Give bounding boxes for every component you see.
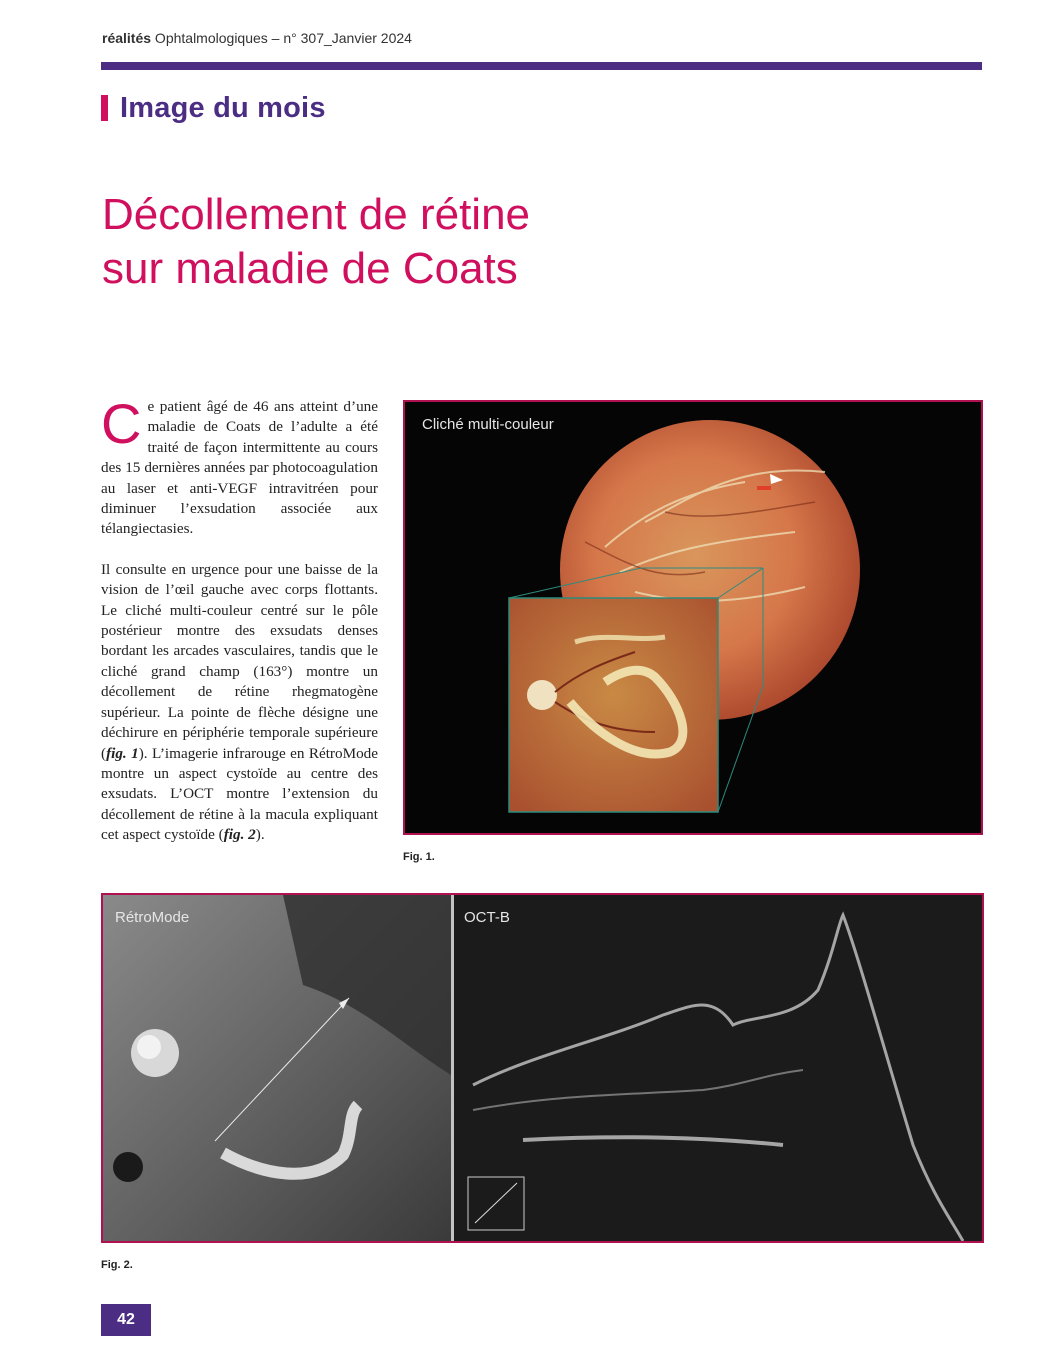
journal-brand: réalités [102,30,152,46]
paragraph-1-text: e patient âgé de 46 ans atteint d’une maladie de Coats de l’adulte a été traité de façon intermittente au cours des 15 dernières années par photocoagulation au laser et anti-VEGF intravitréen pour diminuer l’exsudation associée aux télangiectasies. [101,398,378,538]
figure-1-reference[interactable]: fig. 1 [106,744,139,762]
paragraph-2-text-a: Il consulte en urgence pour une baisse de la vision de l’œil gauche avec corps flottants. Le cliché multi-couleur centré sur le pôle postérieur montre des exsudats denses bordant les arcades vasculaires, tandis que le cliché grand champ (163°) montre un décollement de rétine rhegmatogène supérieur. La pointe de flèche désigne une déchirure en périphérie temporale supérieure ( [101,560,378,762]
fundus-image [405,402,981,833]
figure-2-reference[interactable]: fig. 2 [223,826,256,844]
section-title: Image du mois [120,91,326,124]
article-title-line-1: Décollement de rétine [102,190,531,239]
paragraph-1 [101,392,378,540]
header-rule [101,62,982,70]
retromode-label: RétroMode [115,909,190,926]
section-heading [101,90,326,126]
article-title-line-2: sur maladie de Coats [102,244,518,293]
paragraph-2-text-b: ). L’imagerie infrarouge en RétroMode montre un aspect cystoïde au centre des exsudats. L’OCT montre l’extension du décollement de rétine à la macula expliquant cet aspect cystoïde ( [101,744,379,844]
article-body [101,392,379,866]
journal-issue: Ophtalmologiques – n° 307_Janvier 2024 [151,30,412,46]
article-title [102,188,722,296]
figure-2-caption: Fig. 2. [101,1259,133,1271]
section-marker [101,95,108,121]
journal-header [102,30,412,46]
figure-2 [101,893,984,1243]
oct-b-label: OCT-B [464,909,510,926]
page-number: 42 [101,1304,151,1336]
figure-1 [403,400,983,835]
drop-cap: C [101,392,142,455]
figure-1-label: Cliché multi-couleur [422,416,554,433]
paragraph-2 [101,560,378,846]
figure-1-caption: Fig. 1. [403,851,435,863]
paragraph-2-text-c: ). [255,826,265,844]
imaging-panels [103,895,982,1241]
